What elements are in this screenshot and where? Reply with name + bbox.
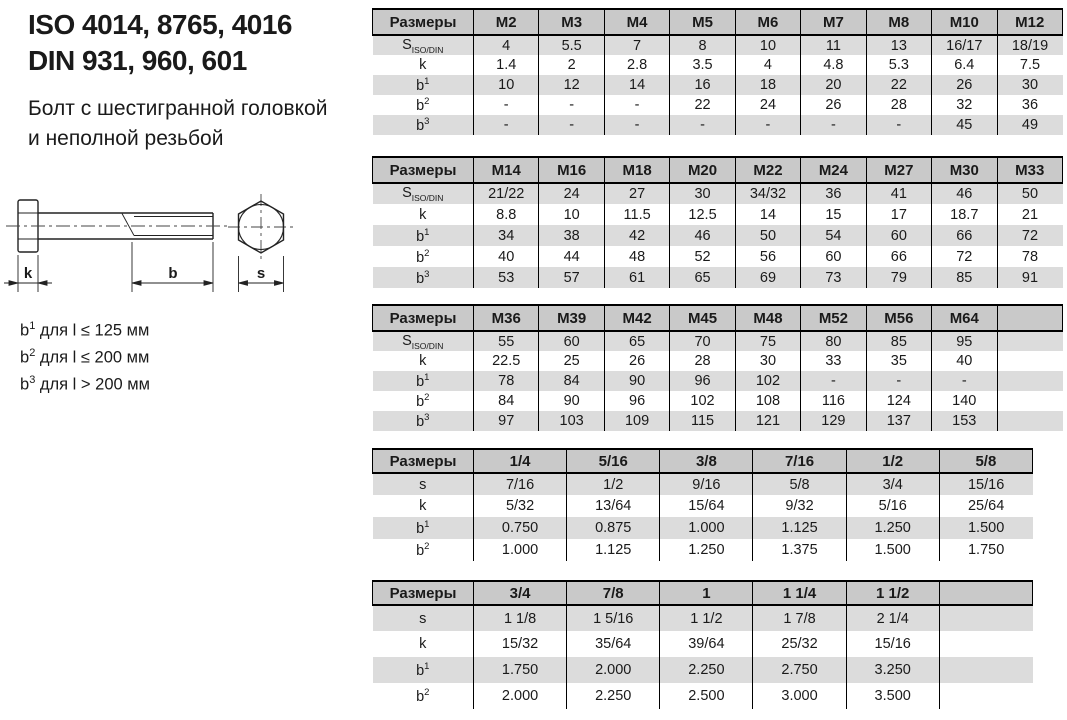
table-header-cell: M14 — [474, 157, 539, 183]
table-value-cell: 91 — [997, 267, 1063, 288]
table-value-cell: 15/16 — [939, 473, 1032, 495]
table-value-cell: 30 — [997, 75, 1063, 95]
table-value-cell: 60 — [801, 246, 866, 267]
table-value-cell: 1 1/8 — [474, 605, 567, 631]
table-header-cell: M7 — [801, 9, 866, 35]
table-value-cell: 27 — [604, 183, 669, 204]
table-value-cell: 13/64 — [567, 495, 660, 517]
row-label-cell: $S_{ISO/DIN}$ — [373, 35, 474, 55]
table-value-cell: 24 — [735, 95, 800, 115]
table-value-cell: 96 — [670, 371, 735, 391]
table-value-cell: 65 — [670, 267, 735, 288]
table-header-cell: 1/2 — [846, 449, 939, 473]
table-value-cell: 22 — [670, 95, 735, 115]
row-label-cell: k — [419, 57, 427, 73]
table-value-cell: 84 — [539, 371, 604, 391]
table-value-cell: - — [604, 95, 669, 115]
table-value-cell: 16/17 — [932, 35, 997, 55]
table-value-cell: 3.500 — [846, 683, 939, 709]
table-value-cell: 35 — [866, 351, 931, 371]
table-value-cell: 18/19 — [997, 35, 1063, 55]
table-value-cell: 21 — [997, 204, 1063, 225]
table-value-cell: 56 — [735, 246, 800, 267]
table-value-cell: 12.5 — [670, 204, 735, 225]
subtitle-line-1: Болт с шестигранной головкой — [28, 97, 328, 120]
table-value-cell: 1.4 — [474, 55, 539, 75]
row-label-cell: $b^1$ — [373, 657, 474, 683]
table-value-cell: 28 — [866, 95, 931, 115]
row-label-cell: $b^1$ — [373, 371, 474, 391]
table-header-cell: M8 — [866, 9, 931, 35]
table-value-cell: 1 1/2 — [660, 605, 753, 631]
page-title-din: DIN 931, 960, 601 — [28, 45, 247, 76]
table-header-cell: M56 — [866, 305, 931, 331]
table-value-cell: 102 — [670, 391, 735, 411]
table-value-cell — [939, 657, 1032, 683]
table-value-cell: 129 — [801, 411, 866, 431]
table-value-cell: 1.750 — [939, 539, 1032, 561]
table-header-cell: 1/4 — [474, 449, 567, 473]
table-value-cell: 95 — [932, 331, 997, 351]
table-header-cell: M30 — [932, 157, 997, 183]
table-value-cell: 38 — [539, 225, 604, 246]
table-value-cell: 24 — [539, 183, 604, 204]
table-value-cell: 80 — [801, 331, 866, 351]
row-label-cell: k — [419, 206, 427, 223]
table-value-cell: 4.8 — [801, 55, 866, 75]
table-header-cell: M5 — [670, 9, 735, 35]
table-value-cell: 3.5 — [670, 55, 735, 75]
table-value-cell: 9/32 — [753, 495, 846, 517]
table-header-cell: M42 — [604, 305, 669, 331]
table-header-cell: M3 — [539, 9, 604, 35]
table-value-cell: - — [932, 371, 997, 391]
table-value-cell: - — [866, 371, 931, 391]
table-value-cell: 26 — [604, 351, 669, 371]
table-value-cell: 102 — [735, 371, 800, 391]
table-value-cell: 45 — [932, 115, 997, 135]
table-value-cell: 25/64 — [939, 495, 1032, 517]
table-value-cell: 14 — [604, 75, 669, 95]
table-value-cell: 18.7 — [932, 204, 997, 225]
table-value-cell: 90 — [539, 391, 604, 411]
table-header-cell: 7/8 — [567, 581, 660, 605]
table-value-cell: 2.750 — [753, 657, 846, 683]
table-value-cell: 140 — [932, 391, 997, 411]
table-value-cell: 2 — [539, 55, 604, 75]
table-value-cell: 60 — [539, 331, 604, 351]
page-title-iso: ISO 4014, 8765, 4016 — [28, 9, 292, 40]
row-label-cell: $b^2$ — [416, 392, 430, 410]
table-header-cell: 3/4 — [474, 581, 567, 605]
table-header-cell: M16 — [539, 157, 604, 183]
table-value-cell: 15 — [801, 204, 866, 225]
table-value-cell: 7/16 — [474, 473, 567, 495]
table-value-cell: 30 — [670, 183, 735, 204]
table-value-cell: 78 — [997, 246, 1063, 267]
table-value-cell: 16 — [670, 75, 735, 95]
table-header-cell: 1 1/4 — [753, 581, 846, 605]
table-header-cell: M4 — [604, 9, 669, 35]
table-value-cell: 52 — [670, 246, 735, 267]
dimension-table-metric-m14-m33 — [372, 156, 1063, 288]
table-value-cell: 1.000 — [660, 517, 753, 539]
table-value-cell: 46 — [670, 225, 735, 246]
table-value-cell: 4 — [735, 55, 800, 75]
table-value-cell: 103 — [539, 411, 604, 431]
table-value-cell: - — [604, 115, 669, 135]
table-value-cell: 2.250 — [567, 683, 660, 709]
table-value-cell: - — [539, 115, 604, 135]
table-value-cell: 0.750 — [474, 517, 567, 539]
table-header-cell: 3/8 — [660, 449, 753, 473]
row-label-cell: $b^1$ — [373, 225, 474, 246]
table-value-cell: 5/16 — [846, 495, 939, 517]
table-value-cell: 90 — [604, 371, 669, 391]
table-header-cell: M18 — [604, 157, 669, 183]
table-value-cell: 42 — [604, 225, 669, 246]
footnote-b1: $b^1$ для l ≤ 125 мм — [20, 320, 150, 340]
table-value-cell: 14 — [735, 204, 800, 225]
table-value-cell: 2.8 — [604, 55, 669, 75]
table-value-cell: 12 — [539, 75, 604, 95]
table-value-cell: - — [474, 95, 539, 115]
table-value-cell: 2.500 — [660, 683, 753, 709]
table-value-cell: 5/8 — [753, 473, 846, 495]
table-value-cell: 53 — [474, 267, 539, 288]
table-value-cell: 25/32 — [753, 631, 846, 657]
table-header-cell: 5/16 — [567, 449, 660, 473]
table-value-cell: 30 — [735, 351, 800, 371]
table-value-cell: 41 — [866, 183, 931, 204]
table-value-cell: 8.8 — [474, 204, 539, 225]
table-value-cell: 46 — [932, 183, 997, 204]
table-header-cell: M27 — [866, 157, 931, 183]
table-value-cell: 1.500 — [939, 517, 1032, 539]
dim-label-k: k — [23, 265, 33, 282]
subtitle-line-2: и неполной резьбой — [28, 127, 224, 150]
table-value-cell — [939, 605, 1032, 631]
row-label-cell: $b^3$ — [373, 115, 474, 135]
table-header-cell: 1 1/2 — [846, 581, 939, 605]
table-value-cell: 65 — [604, 331, 669, 351]
table-value-cell: 78 — [474, 371, 539, 391]
table-value-cell: 13 — [866, 35, 931, 55]
table-value-cell: 50 — [997, 183, 1063, 204]
table-value-cell: 1 5/16 — [567, 605, 660, 631]
row-label-cell: $b^2$ — [416, 541, 430, 559]
table-value-cell: 0.875 — [567, 517, 660, 539]
table-value-cell: 2.250 — [660, 657, 753, 683]
row-label-cell: $b^1$ — [373, 75, 474, 95]
table-value-cell: 84 — [474, 391, 539, 411]
table-value-cell: 137 — [866, 411, 931, 431]
table-header-cell: M39 — [539, 305, 604, 331]
table-value-cell: 2 1/4 — [846, 605, 939, 631]
table-value-cell: - — [474, 115, 539, 135]
footnote-b2: $b^2$ для l ≤ 200 мм — [20, 347, 150, 367]
table-value-cell: 115 — [670, 411, 735, 431]
table-value-cell: 6.4 — [932, 55, 997, 75]
table-value-cell: 1.750 — [474, 657, 567, 683]
table-value-cell: 75 — [735, 331, 800, 351]
table-value-cell: 72 — [932, 246, 997, 267]
table-value-cell: 21/22 — [474, 183, 539, 204]
table-value-cell: 22.5 — [474, 351, 539, 371]
table-value-cell: 39/64 — [660, 631, 753, 657]
table-header-cell: M52 — [801, 305, 866, 331]
table-value-cell: 11.5 — [604, 204, 669, 225]
footnote-b3: $b^3$ для l > 200 мм — [20, 374, 150, 394]
table-value-cell: 69 — [735, 267, 800, 288]
table-value-cell: 15/64 — [660, 495, 753, 517]
table-value-cell: 1.125 — [567, 539, 660, 561]
table-value-cell: 7.5 — [997, 55, 1063, 75]
table-header-cell: M22 — [735, 157, 800, 183]
row-label-cell: s — [373, 605, 474, 631]
table-header-cell: M6 — [735, 9, 800, 35]
table-value-cell: 1.250 — [846, 517, 939, 539]
table-value-cell: 97 — [474, 411, 539, 431]
table-value-cell: 73 — [801, 267, 866, 288]
table-header-cell: M20 — [670, 157, 735, 183]
row-label-cell: $b^2$ — [416, 687, 430, 705]
table-value-cell: 20 — [801, 75, 866, 95]
table-value-cell: 1.500 — [846, 539, 939, 561]
table-header-cell: M2 — [474, 9, 539, 35]
table-value-cell: 1.375 — [753, 539, 846, 561]
table-value-cell: 40 — [932, 351, 997, 371]
table-value-cell: 109 — [604, 411, 669, 431]
table-value-cell: 3.000 — [753, 683, 846, 709]
table-header-cell: M45 — [670, 305, 735, 331]
table-value-cell: 70 — [670, 331, 735, 351]
table-value-cell: 34/32 — [735, 183, 800, 204]
row-label-cell: $b^3$ — [373, 267, 474, 288]
table-value-cell: 1.250 — [660, 539, 753, 561]
table-value-cell: 3.250 — [846, 657, 939, 683]
table-header-cell: M33 — [997, 157, 1063, 183]
table-value-cell: 1/2 — [567, 473, 660, 495]
table-value-cell: 26 — [932, 75, 997, 95]
table-value-cell: - — [539, 95, 604, 115]
table-value-cell — [939, 631, 1032, 657]
table-header-cell: Размеры — [373, 157, 474, 183]
table-value-cell: 5.5 — [539, 35, 604, 55]
row-label-cell: $b^1$ — [373, 517, 474, 539]
table-header-cell: 7/16 — [753, 449, 846, 473]
table-header-cell: M48 — [735, 305, 800, 331]
table-value-cell: 1.000 — [474, 539, 567, 561]
table-value-cell: 5.3 — [866, 55, 931, 75]
table-value-cell: 25 — [539, 351, 604, 371]
table-value-cell: 22 — [866, 75, 931, 95]
table-value-cell: 9/16 — [660, 473, 753, 495]
table-value-cell: 10 — [735, 35, 800, 55]
dimension-table-imperial-large — [372, 580, 1033, 709]
table-value-cell: 116 — [801, 391, 866, 411]
table-header-cell: Размеры — [373, 305, 474, 331]
row-label-cell: $S_{ISO/DIN}$ — [373, 183, 474, 204]
table-value-cell: 18 — [735, 75, 800, 95]
table-value-cell — [997, 331, 1063, 351]
table-value-cell: - — [866, 115, 931, 135]
table-value-cell: 153 — [932, 411, 997, 431]
table-value-cell: 108 — [735, 391, 800, 411]
table-header-cell — [939, 581, 1032, 605]
table-value-cell: 10 — [474, 75, 539, 95]
table-value-cell: 61 — [604, 267, 669, 288]
table-value-cell: 33 — [801, 351, 866, 371]
table-value-cell: 4 — [474, 35, 539, 55]
table-value-cell: 85 — [932, 267, 997, 288]
table-value-cell: 49 — [997, 115, 1063, 135]
row-label-cell: $b^3$ — [373, 411, 474, 431]
table-value-cell: 2.000 — [567, 657, 660, 683]
row-label-cell: $b^2$ — [416, 247, 430, 266]
table-value-cell: 55 — [474, 331, 539, 351]
table-header-cell: 5/8 — [939, 449, 1032, 473]
row-label-cell: s — [373, 473, 474, 495]
table-value-cell: 32 — [932, 95, 997, 115]
table-header-cell — [997, 305, 1063, 331]
table-value-cell: 79 — [866, 267, 931, 288]
table-header-cell: Размеры — [373, 449, 474, 473]
table-value-cell — [997, 391, 1063, 411]
row-label-cell: $S_{ISO/DIN}$ — [373, 331, 474, 351]
table-header-cell: M12 — [997, 9, 1063, 35]
table-value-cell: 5/32 — [474, 495, 567, 517]
row-label-cell: k — [419, 353, 427, 369]
table-value-cell: 15/32 — [474, 631, 567, 657]
dimension-table-metric-m36-m64 — [372, 304, 1063, 431]
table-header-cell: M36 — [474, 305, 539, 331]
table-value-cell — [997, 351, 1063, 371]
table-value-cell: 1.125 — [753, 517, 846, 539]
table-value-cell: 28 — [670, 351, 735, 371]
table-value-cell: 7 — [604, 35, 669, 55]
table-header-cell: M64 — [932, 305, 997, 331]
table-value-cell: 66 — [866, 246, 931, 267]
table-value-cell: 121 — [735, 411, 800, 431]
row-label-cell: k — [419, 498, 427, 514]
centerlines — [6, 194, 294, 259]
dimension-table-imperial-small — [372, 448, 1033, 561]
table-value-cell: 10 — [539, 204, 604, 225]
table-header-cell: Размеры — [373, 581, 474, 605]
table-value-cell — [997, 411, 1063, 431]
table-value-cell: 60 — [866, 225, 931, 246]
table-header-cell: Размеры — [373, 9, 474, 35]
table-value-cell: 36 — [997, 95, 1063, 115]
table-value-cell: 17 — [866, 204, 931, 225]
row-label-cell: k — [419, 636, 427, 652]
table-value-cell: 44 — [539, 246, 604, 267]
table-value-cell: 34 — [474, 225, 539, 246]
dim-label-s: s — [256, 265, 266, 282]
table-value-cell: 8 — [670, 35, 735, 55]
table-value-cell: - — [801, 115, 866, 135]
table-value-cell: - — [735, 115, 800, 135]
table-value-cell: 2.000 — [474, 683, 567, 709]
table-value-cell: - — [801, 371, 866, 391]
dim-label-b: b — [168, 265, 178, 282]
bolt-technical-drawing — [0, 185, 310, 315]
table-value-cell: 40 — [474, 246, 539, 267]
table-value-cell — [997, 371, 1063, 391]
table-value-cell: 124 — [866, 391, 931, 411]
dimension-lines — [4, 242, 284, 292]
table-value-cell: 11 — [801, 35, 866, 55]
table-value-cell: 48 — [604, 246, 669, 267]
table-header-cell: M24 — [801, 157, 866, 183]
table-value-cell: 54 — [801, 225, 866, 246]
table-value-cell: 3/4 — [846, 473, 939, 495]
table-value-cell: 26 — [801, 95, 866, 115]
table-value-cell — [939, 683, 1032, 709]
row-label-cell: $b^2$ — [416, 96, 430, 114]
table-value-cell: 96 — [604, 391, 669, 411]
table-value-cell: 36 — [801, 183, 866, 204]
table-value-cell: - — [670, 115, 735, 135]
table-value-cell: 66 — [932, 225, 997, 246]
table-value-cell: 72 — [997, 225, 1063, 246]
table-value-cell: 50 — [735, 225, 800, 246]
table-header-cell: 1 — [660, 581, 753, 605]
table-value-cell: 35/64 — [567, 631, 660, 657]
table-value-cell: 1 7/8 — [753, 605, 846, 631]
table-value-cell: 15/16 — [846, 631, 939, 657]
table-value-cell: 85 — [866, 331, 931, 351]
table-header-cell: M10 — [932, 9, 997, 35]
dimension-table-metric-m2-m12 — [372, 8, 1063, 135]
table-value-cell: 57 — [539, 267, 604, 288]
